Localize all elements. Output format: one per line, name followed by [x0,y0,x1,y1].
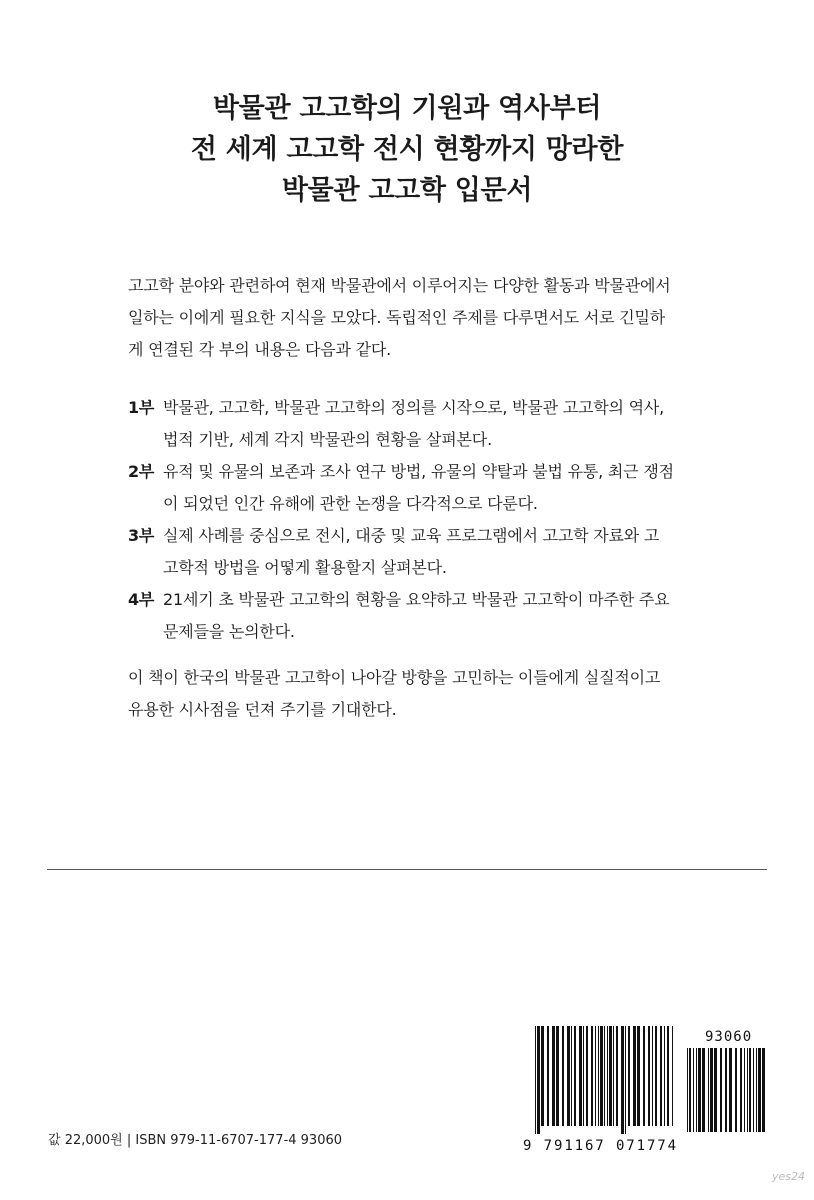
isbn-barcode [517,1026,771,1166]
barcode-bar [664,1026,665,1126]
barcode-bar [600,1026,603,1126]
barcode-bar [598,1026,599,1126]
closing-line: 유용한 시사점을 던져 주기를 기대한다. [128,700,397,719]
barcode-bar [583,1026,584,1126]
barcode-bar [571,1026,572,1126]
barcode-bar [607,1026,608,1126]
part-item [128,392,718,456]
barcode-bar [595,1026,596,1126]
barcode-bar [753,1048,754,1132]
barcode-bar [552,1026,555,1126]
barcode-bar [693,1048,694,1132]
closing-paragraph [128,662,708,726]
barcode-bar [729,1048,732,1132]
barcode-bar [648,1026,650,1126]
closing-line: 이 책이 한국의 박물관 고고학이 나아갈 방향을 고민하는 이들에게 실질적이고 [128,668,661,687]
barcode-bar [537,1026,540,1134]
barcode-bar [616,1026,618,1126]
barcode-bar [541,1026,544,1126]
headline-line: 전 세계 고고학 전시 현황까지 망라한 [190,134,624,165]
barcode-bar [586,1026,588,1126]
barcode-bar [613,1026,614,1126]
part-number: 1부 [128,398,155,417]
barcode-bar [655,1026,657,1126]
headline-line: 박물관 고고학의 기원과 역사부터 [212,93,602,124]
barcode-bar [740,1048,742,1132]
barcode-bar [710,1048,713,1132]
intro-paragraph [128,270,708,366]
barcode-addon-number: 93060 [705,1029,753,1045]
intro-line: 게 연결된 각 부의 내용은 다음과 같다. [128,340,392,359]
part-line: 실제 사례를 중심으로 전시, 대중 및 교육 프로그램에서 고고학 자료와 고 [163,526,660,545]
barcode-bar [689,1048,691,1132]
part-line: 박물관, 고고학, 박물관 고고학의 정의를 시작으로, 박물관 고고학의 역사, [163,398,665,417]
barcode-bar [574,1026,576,1126]
part-number: 3부 [128,526,155,545]
price-isbn-text: 값 22,000원 | ISBN 979-11-6707-177-4 93060 [48,1133,343,1148]
barcode-bar [660,1026,662,1126]
barcode-bar [687,1048,688,1132]
barcode-bar [756,1048,757,1132]
intro-line: 고고학 분야와 관련하여 현재 박물관에서 이루어지는 다양한 활동과 박물관에서 [128,276,671,295]
barcode-bar [625,1026,626,1134]
headline [0,88,814,211]
barcode-bar [591,1026,593,1126]
barcode-bar [714,1048,717,1132]
barcode-bar [562,1026,564,1126]
barcode-bar [637,1026,640,1126]
barcode-bar [628,1026,630,1126]
barcode-bar [708,1048,709,1132]
barcode-bar [725,1048,727,1132]
barcode-bar [758,1048,761,1132]
barcode-bar [735,1048,737,1132]
barcode-bar [535,1026,536,1134]
part-line: 21세기 초 박물관 고고학의 현황을 요약하고 박물관 고고학이 마주한 주요 [163,590,670,609]
barcode-bar [643,1026,645,1126]
barcode-bar [609,1026,612,1126]
part-line: 고학적 방법을 어떻게 활용할지 살펴본다. [163,558,447,577]
part-line: 유적 및 유물의 보존과 조사 연구 방법, 유물의 약탈과 불법 유통, 최근 쟁점 [163,462,674,481]
watermark-logo: yes24 [772,1170,806,1183]
barcode-digits: 9 791167 071774 [523,1138,678,1154]
parts-list [128,392,718,648]
intro-line: 일하는 이에게 필요한 지식을 모았다. 독립적인 주제를 다루면서도 서로 긴밀하 [128,308,666,327]
barcode-bar [698,1048,701,1132]
barcode-bar [556,1026,559,1126]
barcode-bar [744,1048,745,1132]
part-item [128,520,718,584]
barcode-bar [762,1048,765,1132]
barcode-bar [579,1026,582,1126]
part-number: 2부 [128,462,155,481]
barcode-bar [696,1048,697,1132]
part-number: 4부 [128,590,155,609]
barcode-bar [633,1026,636,1126]
barcode-bar [667,1026,669,1126]
headline-line: 박물관 고고학 입문서 [281,175,533,206]
barcode-bar [672,1026,673,1126]
part-item [128,584,718,648]
part-line: 문제들을 논의한다. [163,622,295,641]
barcode-bar [747,1048,748,1132]
barcode-bar [621,1026,624,1134]
barcode-bar [604,1026,605,1126]
part-line: 이 되었던 인간 유해에 관한 논쟁을 다각적으로 다룬다. [163,494,538,513]
barcode-bar [702,1048,705,1132]
barcode-bar [749,1048,751,1132]
barcode-bar [547,1026,549,1126]
part-line: 법적 기반, 세계 각지 박물관의 현황을 살펴본다. [163,430,492,449]
part-item [128,456,718,520]
divider-line [47,869,767,870]
barcode-bar [652,1026,653,1126]
barcode-bar [720,1048,722,1132]
barcode-bar [567,1026,570,1126]
